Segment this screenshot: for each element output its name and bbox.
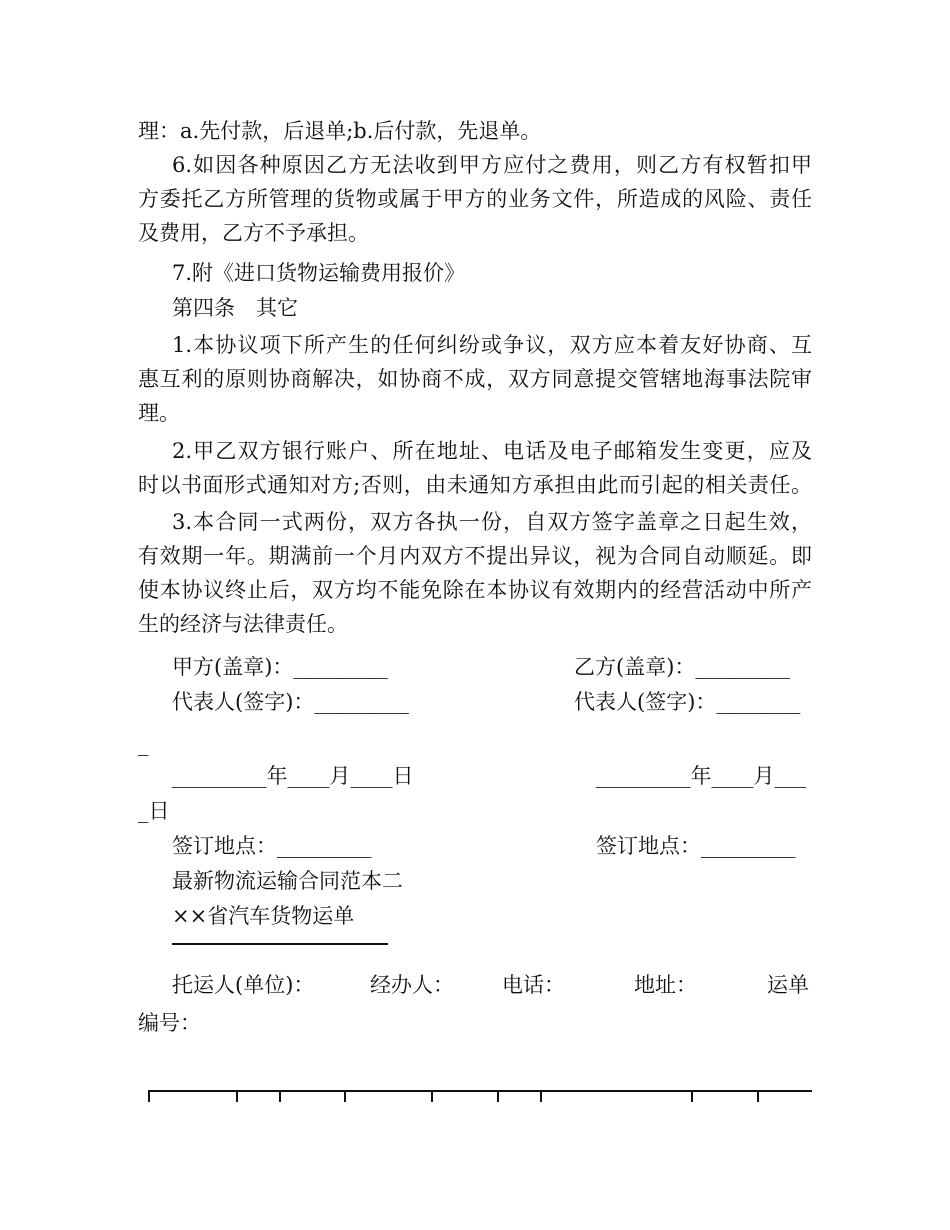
party-b-rep-field: 代表人(签字)：________ bbox=[574, 690, 801, 714]
party-b-seal-field: 乙方(盖章)：_________ bbox=[574, 655, 790, 679]
paragraph-line: 6.如因各种原因乙方无法收到甲方应付之费用，则乙方有权暂扣甲 bbox=[172, 153, 812, 177]
waybill-number-label-wrap: 编号： bbox=[138, 1011, 201, 1035]
title-underline bbox=[172, 943, 388, 945]
paragraph-line: 1.本协议项下所产生的任何纠纷或争议，双方应本着友好协商、互 bbox=[172, 333, 812, 357]
paragraph-line: 有效期一年。期满前一个月内双方不提出异议，视为合同自动顺延。即 bbox=[138, 544, 812, 568]
table-column-divider bbox=[431, 1090, 433, 1102]
paragraph-line: 2.甲乙双方银行账户、所在地址、电话及电子邮箱发生变更，应及 bbox=[172, 439, 812, 463]
paragraph-line: 时以书面形式通知对方;否则，由未通知方承担由此而引起的相关责任。 bbox=[138, 473, 812, 497]
waybill-table-top-border bbox=[148, 1090, 812, 1092]
waybill-number-label: 运单 bbox=[767, 973, 809, 997]
paragraph-line: 生的经济与法律责任。 bbox=[138, 612, 348, 636]
paragraph-line: 方委托乙方所管理的货物或属于甲方的业务文件，所造成的风险、责任 bbox=[138, 187, 812, 211]
party-a-seal-field: 甲方(盖章)：_________ bbox=[172, 655, 388, 679]
table-column-divider bbox=[279, 1090, 281, 1102]
party-b-date-wrap: _日 bbox=[138, 799, 170, 823]
paragraph-line: 惠互利的原则协商解决，如协商不成，双方同意提交管辖地海事法院审 bbox=[138, 367, 812, 391]
party-a-date-field: _________年____月____日 bbox=[172, 764, 414, 788]
table-column-divider bbox=[497, 1090, 499, 1102]
paragraph-line: 及费用，乙方不予承担。 bbox=[138, 221, 369, 245]
phone-label: 电话： bbox=[502, 973, 565, 997]
party-b-rep-wrap: _ bbox=[138, 732, 149, 756]
handler-label: 经办人： bbox=[370, 973, 454, 997]
paragraph-line: 理：a.先付款，后退单;b.后付款，先退单。 bbox=[138, 119, 542, 143]
table-column-divider bbox=[148, 1090, 150, 1102]
party-b-place-field: 签订地点：_________ bbox=[596, 834, 796, 858]
table-column-divider bbox=[236, 1090, 238, 1102]
table-column-divider bbox=[757, 1090, 759, 1102]
party-a-rep-field: 代表人(签字)：_________ bbox=[172, 690, 409, 714]
address-label: 地址： bbox=[634, 973, 697, 997]
document-subtitle: ××省汽车货物运单 bbox=[172, 904, 355, 928]
party-a-place-field: 签订地点：_________ bbox=[172, 834, 372, 858]
section-heading: 第四条 其它 bbox=[172, 296, 298, 320]
shipper-label: 托运人(单位)： bbox=[172, 973, 315, 997]
table-column-divider bbox=[691, 1090, 693, 1102]
section-title: 最新物流运输合同范本二 bbox=[172, 869, 403, 893]
paragraph-line: 3.本合同一式两份，双方各执一份，自双方签字盖章之日起生效， bbox=[172, 510, 812, 534]
paragraph-line: 7.附《进口货物运输费用报价》 bbox=[172, 261, 466, 285]
table-column-divider bbox=[540, 1090, 542, 1102]
party-b-date-field: _________年____月___ bbox=[596, 764, 806, 788]
paragraph-line: 使本协议终止后，双方均不能免除在本协议有效期内的经营活动中所产 bbox=[138, 578, 812, 602]
paragraph-line: 理。 bbox=[138, 401, 180, 425]
table-column-divider bbox=[344, 1090, 346, 1102]
